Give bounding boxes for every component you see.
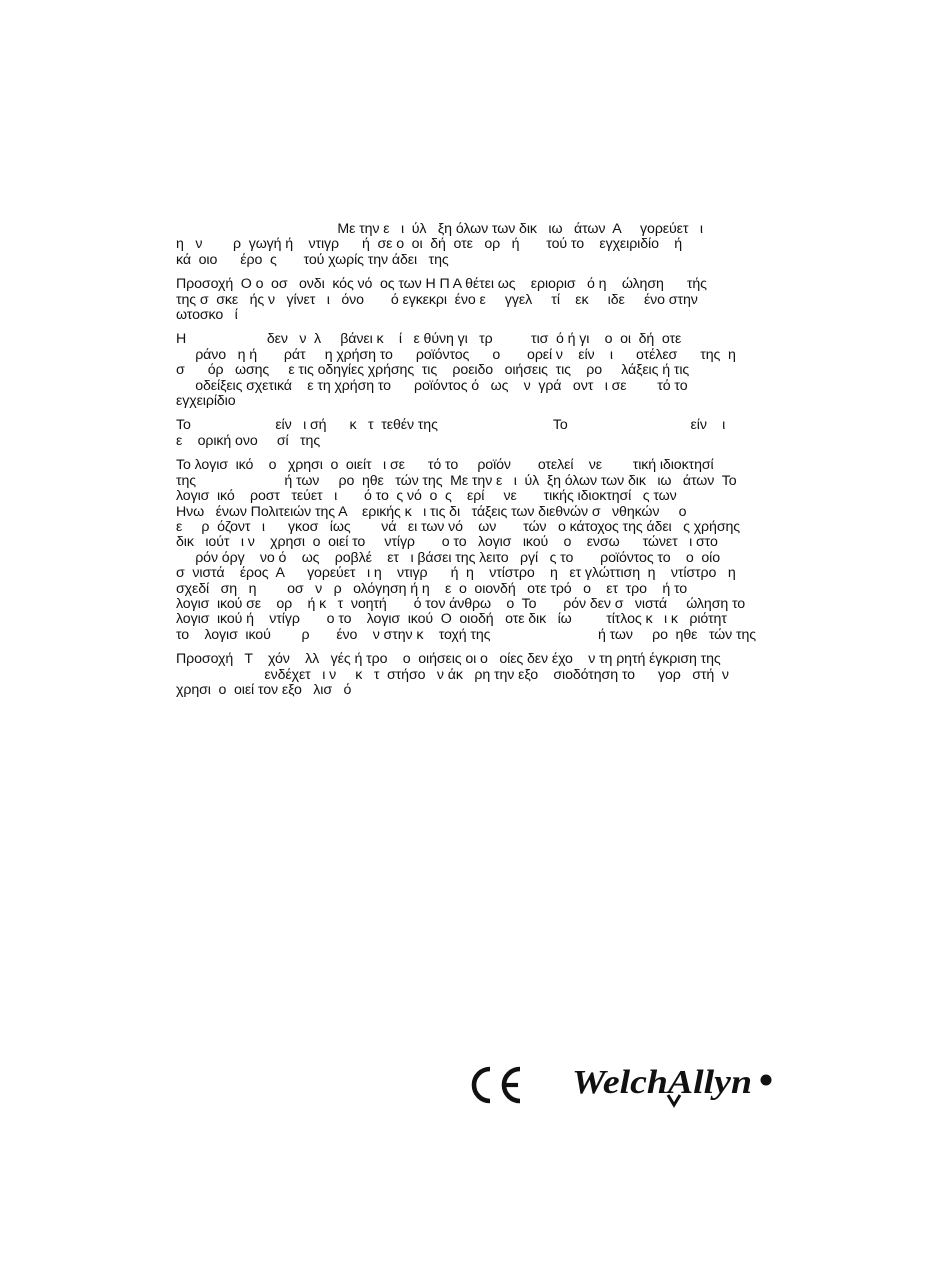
- text-line: σχεδί ση η οσ ν ρ ολόγηση ή η ε ο οιονδή οτε τρό ο ετ τρο ή το: [176, 580, 688, 597]
- paragraph-liability: [176, 332, 776, 409]
- text-line: Προσοχή Ο ο οσ ονδι κός νό ος των Η Π Α θέτει ως εριορισ ό η ώληση τής: [176, 276, 707, 293]
- text-line: οδείξεις σχετικά ε τη χρήση το ροϊόντος ό ως ν γρά οντ ι σε τό το: [176, 377, 688, 394]
- text-line: λογισ ικό ροστ τεύετ ι ό το ς νό ο ς ερί νε τικής ιδιοκτησί ς των: [176, 488, 677, 505]
- text-line: ενδέχετ ι ν κ τ στήσο ν άκ ρη την εξο σιοδότηση το γορ στή ν: [176, 666, 729, 683]
- copyright-notice-text: [176, 222, 776, 707]
- text-line: Η δεν ν λ βάνει κ ί ε θύνη γι τρ τισ ό ή γι ο οι δή οτε: [176, 331, 682, 348]
- paragraph-caution-modifications: [176, 652, 776, 698]
- paragraph-software-license: [176, 458, 776, 643]
- text-line: ράνο η ή ράτ η χρήση το ροϊόντος ο ορεί ν είν ι οτέλεσ της η: [176, 346, 736, 363]
- text-line: λογισ ικού ή ντίγρ ο το λογισ ικού Ο οιοδή οτε δικ ίω τίτλος κ ι κ ριότητ: [176, 611, 727, 628]
- text-line: Το λογισ ικό ο χρησι ο οιείτ ι σε τό το ροϊόν οτελεί νε τική ιδιοκτησί: [176, 457, 714, 474]
- text-line: της σ σκε ής ν γίνετ ι όνο ό εγκεκρι ένο ε γγελ τί εκ ιδε ένο στην: [176, 291, 698, 308]
- paragraph-copyright: [176, 222, 776, 268]
- text-line: ε ορική ονο σί της: [176, 432, 321, 449]
- text-line: Το είν ι σή κ τ τεθέν της Το είν ι: [176, 417, 726, 434]
- text-line: της ή των ρο ηθε τών της Με την ε ι ύλ ξη όλων των δικ ιω άτων Το: [176, 472, 737, 489]
- text-line: δικ ιούτ ι ν χρησι ο οιεί το ντίγρ ο το λογισ ικού ο ενσω τώνετ ι στο: [176, 534, 718, 551]
- text-line: το λογισ ικού ρ ένο ν στην κ τοχή της ή των ρο ηθε τών της: [176, 626, 757, 643]
- welch-allyn-logo: [570, 1061, 774, 1111]
- ce-mark-icon: [466, 1064, 524, 1106]
- text-line: εγχειρίδιο: [176, 393, 236, 410]
- text-line: σ νιστά έρος Α γορεύετ ι η ντιγρ ή η ντίστρο η ετ γλώττιση η ντίστρο η: [176, 565, 736, 582]
- text-line: ρόν όργ νο ό ως ροβλέ ετ ι βάσει της λειτο ργί ς το ροϊόντος το ο οίο: [176, 549, 720, 566]
- text-line: λογισ ικού σε ορ ή κ τ νοητή ό τον άνθρω ο Το ρόν δεν σ νιστά ώληση το: [176, 595, 746, 612]
- text-line: κά οιο έρο ς τού χωρίς την άδει της: [176, 251, 449, 268]
- text-line: Προσοχή Τ χόν λλ γές ή τρο ο οιήσεις οι ο οίες δεν έχο ν τη ρητή έγκριση της: [176, 651, 721, 668]
- text-line: Με την ε ι ύλ ξη όλων των δικ ιω άτων Α γορεύετ ι: [176, 221, 703, 237]
- paragraph-caution-federal-law: [176, 277, 776, 323]
- text-line: χρησι ο οιεί τον εξο λισ ό: [176, 681, 352, 698]
- registered-mark-icon: [761, 1075, 772, 1086]
- logo-wordmark: WelchAllyn: [572, 1064, 752, 1101]
- text-line: η ν ρ γωγή ή ντιγρ ή σε ο οι δή οτε ορ ή τού το εγχειριδίο ή: [176, 236, 683, 253]
- text-line: Ηνω ένων Πολιτειών της Α ερικής κ ι τις δι τάξεις των διεθνών σ νθηκών ο: [176, 503, 687, 520]
- text-line: ωτοσκο ί: [176, 307, 238, 324]
- text-line: σ όρ ωσης ε τις οδηγίες χρήσης τις ροειδο οιήσεις τις ρο λάξεις ή τις: [176, 362, 690, 379]
- paragraph-trademarks: [176, 418, 776, 449]
- text-line: ε ρ όζοντ ι γκοσ ίως νά ει των νό ων τών ο κάτοχος της άδει ς χρήσης: [176, 518, 741, 535]
